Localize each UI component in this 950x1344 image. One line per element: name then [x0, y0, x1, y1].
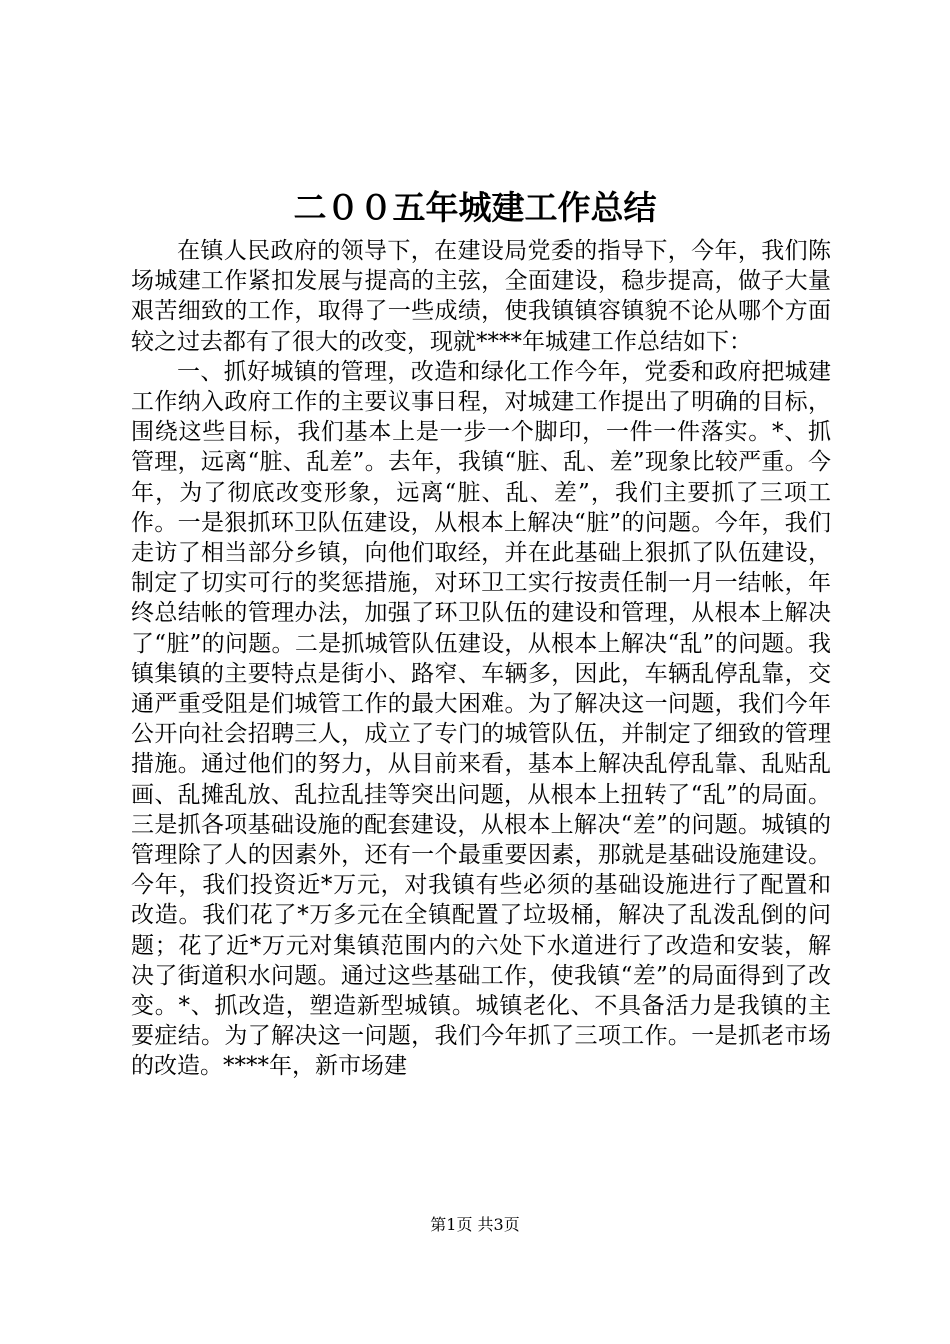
paragraph-intro: 在镇人民政府的领导下，在建设局党委的指导下，今年，我们陈场城建工作紧扣发展与提高的主弦，全面建设，稳步提高，做子大量艰苦细致的工作，取得了一些成绩，使我镇镇容镇貌不论从哪个方面较之过去都有了很大的改变，现就****年城建工作总结如下： [131, 238, 831, 355]
page-number-footer: 第1页 共3页 [430, 1215, 520, 1234]
document-title: 二００五年城建工作总结 [293, 188, 657, 227]
document-body [131, 236, 831, 1082]
paragraph-section-one: 一、抓好城镇的管理，改造和绿化工作今年，党委和政府把城建工作纳入政府工作的主要议事日程，对城建工作提出了明确的目标，围绕这些目标，我们基本上是一步一个脚印，一件一件落实。*、抓管理，远离“脏、乱差”。去年，我镇“脏、乱、差”现象比较严重。今年，为了彻底改变形象，远离“脏、乱、差”，我们主要抓了三项工作。一是狠抓环卫队伍建设，从根本上解决“脏”的问题。今年，我们走访了相当部分乡镇，向他们取经，并在此基础上狠抓了队伍建设，制定了切实可行的奖惩措施，对环卫工实行按责任制一月一结帐，年终总结帐的管理办法，加强了环卫队伍的建设和管理，从根本上解决了“脏”的问题。二是抓城管队伍建设，从根本上解决“乱”的问题。我镇集镇的主要特点是街小、路窄、车辆多，因此，车辆乱停乱靠，交通严重受阻是们城管工作的最大困难。为了解决这一问题，我们今年公开向社会招聘三人，成立了专门的城管队伍，并制定了细致的管理措施。通过他们的努力，从目前来看，基本上解决乱停乱靠、乱贴乱画、乱摊乱放、乱拉乱挂等突出问题，从根本上扭转了“乱”的局面。三是抓各项基础设施的配套建设，从根本上解决“差”的问题。城镇的管理除了人的因素外，还有一个最重要因素，那就是基础设施建设。今年，我们投资近*万元，对我镇有些必须的基础设施进行了配置和改造。我们花了*万多元在全镇配置了垃圾桶，解决了乱泼乱倒的问题；花了近*万元对集镇范围内的六处下水道进行了改造和安装，解决了街道积水问题。通过这些基础工作，使我镇“差”的局面得到了改变。*、抓改造，塑造新型城镇。城镇老化、不具备活力是我镇的主要症结。为了解决这一问题，我们今年抓了三项工作。一是抓老市场的改造。****年，新市场建 [131, 358, 831, 1080]
